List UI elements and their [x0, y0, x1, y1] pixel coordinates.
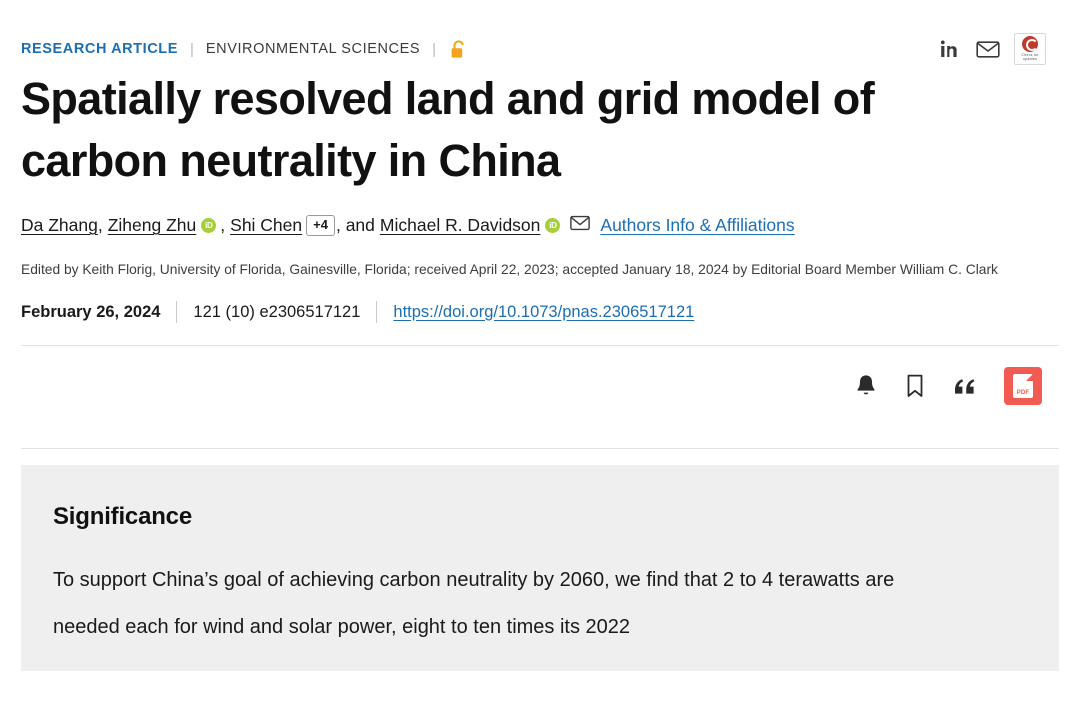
citation-info: 121 (10) e2306517121 [193, 302, 361, 321]
author-conjunction: , and [335, 215, 375, 235]
article-actions-bar [21, 346, 1059, 426]
check-for-updates-label: Check for updates [1021, 53, 1039, 62]
author-list [0, 192, 1080, 238]
orcid-icon-2[interactable]: iD [201, 218, 216, 233]
significance-heading: Significance [53, 503, 192, 530]
share-icons [940, 33, 1046, 65]
publication-date: February 26, 2024 [21, 302, 161, 321]
orcid-icon-last[interactable]: iD [545, 218, 560, 233]
article-meta-row [0, 0, 1080, 62]
article-type-label[interactable]: RESEARCH ARTICLE [21, 41, 178, 57]
editor-line: Edited by Keith Florig, University of Florida, Gainesville, Florida; received April 22, 2023; accepted January 18, 2024 by Editorial Board Member William C. Clark [21, 262, 998, 277]
bell-icon[interactable] [854, 373, 878, 399]
author-sep-1: , [97, 215, 103, 235]
more-authors-button[interactable]: +4 [306, 215, 335, 236]
author-link-2[interactable]: Ziheng Zhu [107, 215, 197, 235]
download-pdf-button[interactable] [1004, 367, 1042, 405]
linkedin-icon[interactable] [940, 38, 962, 60]
significance-section [21, 465, 1059, 671]
author-link-last[interactable]: Michael R. Davidson [379, 215, 541, 235]
bookmark-icon[interactable] [904, 373, 926, 399]
author-link-3[interactable]: Shi Chen [230, 215, 303, 235]
publication-line [0, 283, 1080, 323]
check-for-updates-icon[interactable] [1014, 33, 1046, 65]
email-icon[interactable] [976, 39, 1000, 59]
doi-link[interactable]: https://doi.org/10.1073/pnas.2306517121 [393, 302, 695, 321]
significance-body: To support China’s goal of achieving carbon neutrality by 2060, we find that 2 to 4 terawatts are needed each for wind and solar power, eight to ten times its 2022 [53, 569, 895, 638]
author-link-1[interactable]: Da Zhang [21, 215, 98, 235]
page-title: Spatially resolved land and grid model of carbon neutrality in China [21, 73, 875, 186]
crossmark-circle [1022, 36, 1038, 52]
pdf-sheet-icon [1013, 374, 1033, 398]
divider-2 [376, 301, 377, 323]
subject-area-label[interactable]: ENVIRONMENTAL SCIENCES [205, 41, 421, 57]
meta-separator-2: | [432, 40, 436, 58]
corresponding-author-email-icon[interactable] [570, 212, 590, 238]
open-access-icon[interactable] [450, 39, 468, 59]
meta-separator: | [189, 40, 194, 58]
divider-1 [176, 301, 177, 323]
divider-bottom [21, 448, 1059, 449]
authors-info-affiliations-link[interactable]: Authors Info & Affiliations [600, 215, 795, 235]
cite-quote-icon[interactable] [952, 375, 978, 397]
author-sep-2: , [220, 215, 226, 235]
